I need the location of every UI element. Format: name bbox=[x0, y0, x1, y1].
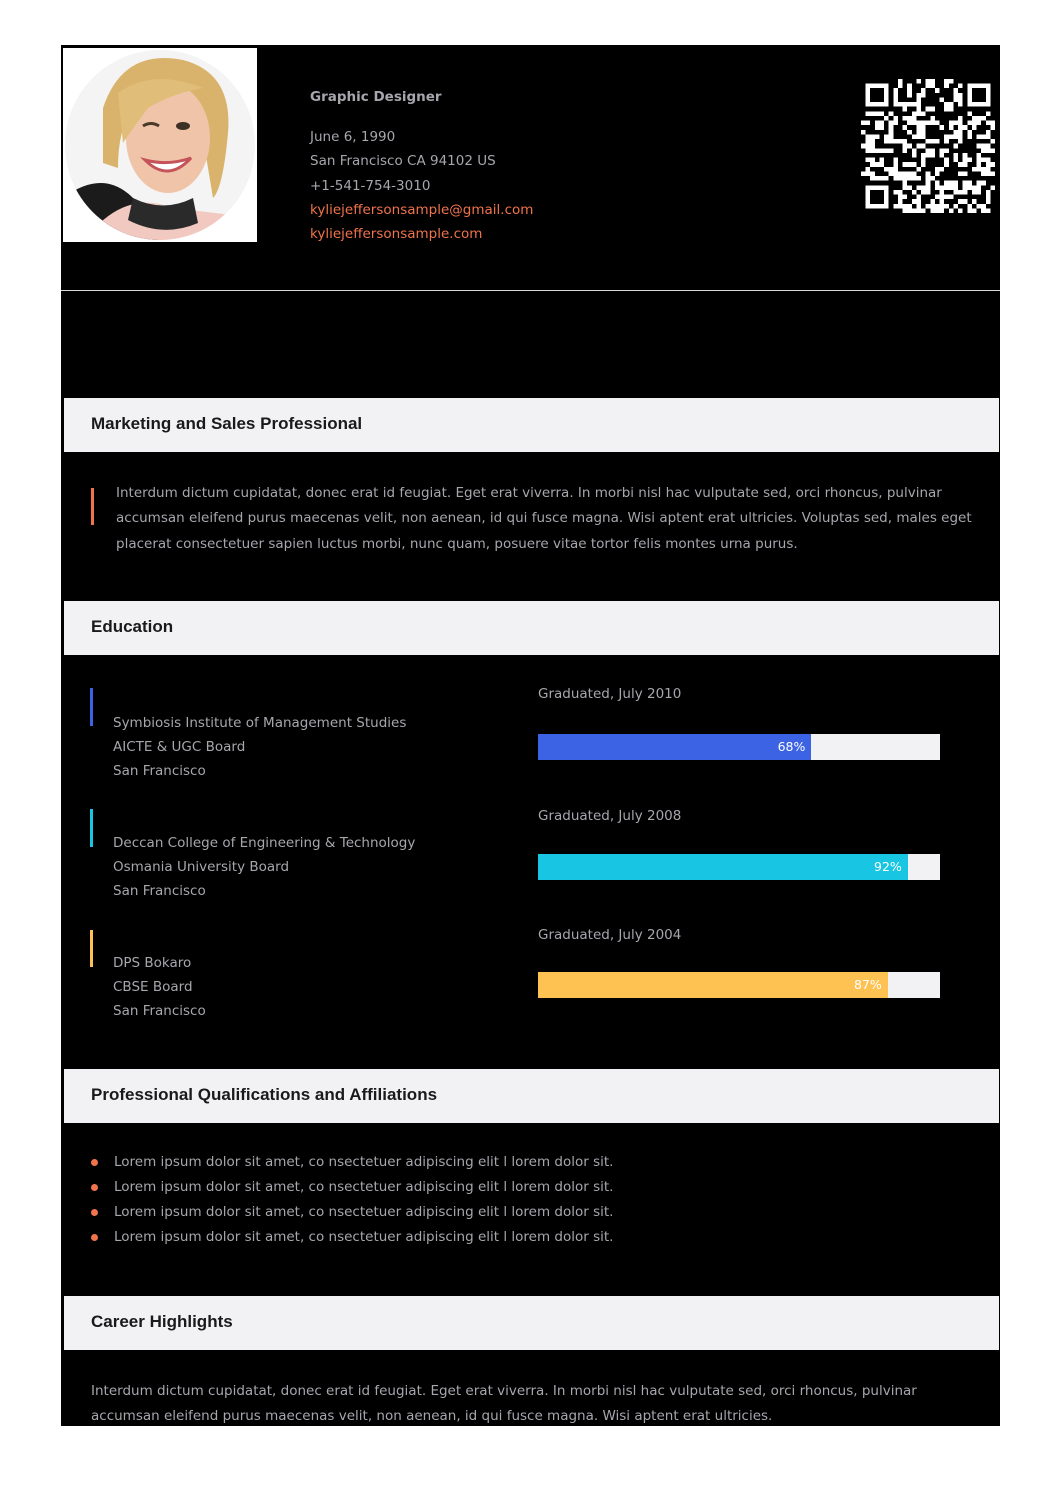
list-item bbox=[91, 1226, 613, 1251]
career-text: Interdum dictum cupidatat, donec erat id feugiat. Eget erat viverra. In morbi nisl hac vulputate sed, orci rhoncus, pulvinar accumsan eleifend purus maecenas velit, non aenean, id qui fusce magna. Wisi aptent erat ultricies. bbox=[91, 1383, 917, 1425]
grade-progress-bar bbox=[538, 734, 940, 760]
bullet-dot-icon bbox=[91, 1209, 98, 1216]
education-header bbox=[64, 601, 999, 655]
school-name: Symbiosis Institute of Management Studies bbox=[113, 715, 407, 731]
qualifications-list bbox=[91, 1151, 613, 1251]
address: San Francisco CA 94102 US bbox=[310, 153, 496, 170]
career-header bbox=[64, 1296, 999, 1350]
graduation-date: Graduated, July 2008 bbox=[538, 808, 682, 824]
list-item bbox=[91, 1201, 613, 1226]
education-heading: Education bbox=[91, 617, 174, 636]
list-item bbox=[91, 1176, 613, 1201]
grade-percent-label: 92% bbox=[874, 859, 902, 874]
header-divider bbox=[61, 290, 1000, 291]
list-item-text: Lorem ipsum dolor sit amet, co nsectetuer adipiscing elit l lorem dolor sit. bbox=[114, 1204, 614, 1220]
graduation-date: Graduated, July 2004 bbox=[538, 927, 682, 943]
bullet-dot-icon bbox=[91, 1159, 98, 1166]
summary-heading: Marketing and Sales Professional bbox=[91, 414, 363, 433]
summary-header bbox=[64, 398, 999, 452]
grade-progress-fill bbox=[538, 972, 888, 998]
graduation-date: Graduated, July 2010 bbox=[538, 686, 682, 702]
phone-number: +1-541-754-3010 bbox=[310, 177, 431, 194]
bullet-dot-icon bbox=[91, 1184, 98, 1191]
list-item-text: Lorem ipsum dolor sit amet, co nsectetuer adipiscing elit l lorem dolor sit. bbox=[114, 1179, 614, 1195]
school-name: Deccan College of Engineering & Technology bbox=[113, 835, 416, 851]
grade-progress-fill bbox=[538, 734, 811, 760]
grade-percent-label: 87% bbox=[853, 977, 882, 992]
school-board: Osmania University Board bbox=[113, 859, 290, 875]
list-item-text: Lorem ipsum dolor sit amet, co nsectetuer adipiscing elit l lorem dolor sit. bbox=[114, 1154, 614, 1170]
list-item-text: Lorem ipsum dolor sit amet, co nsectetuer adipiscing elit l lorem dolor sit. bbox=[114, 1229, 614, 1245]
list-item bbox=[91, 1151, 613, 1176]
summary-accent-bar bbox=[91, 488, 94, 525]
qr-code-image bbox=[861, 79, 995, 213]
school-name: DPS Bokaro bbox=[113, 955, 192, 971]
school-board: CBSE Board bbox=[113, 979, 193, 995]
grade-progress-fill bbox=[538, 854, 908, 880]
school-city: San Francisco bbox=[113, 1003, 206, 1019]
bullet-dot-icon bbox=[91, 1234, 98, 1241]
education-accent-bar bbox=[90, 809, 93, 847]
website-link[interactable]: kyliejeffersonsample.com bbox=[310, 226, 483, 243]
email-link[interactable]: kyliejeffersonsample@gmail.com bbox=[310, 201, 534, 218]
school-city: San Francisco bbox=[113, 883, 206, 899]
qualifications-heading: Professional Qualifications and Affiliations bbox=[91, 1085, 438, 1104]
job-title: Graphic Designer bbox=[310, 89, 442, 105]
career-heading: Career Highlights bbox=[91, 1312, 233, 1331]
education-item bbox=[113, 831, 415, 903]
education-accent-bar bbox=[90, 930, 93, 967]
education-accent-bar bbox=[90, 688, 93, 726]
qr-code bbox=[861, 79, 995, 213]
profile-photo-image bbox=[63, 48, 257, 242]
birth-date: June 6, 1990 bbox=[310, 129, 396, 145]
contact-block bbox=[310, 89, 533, 248]
qualifications-header bbox=[64, 1069, 999, 1123]
education-item bbox=[113, 711, 406, 783]
school-city: San Francisco bbox=[113, 763, 206, 779]
resume-page bbox=[61, 45, 1000, 1426]
grade-progress-bar bbox=[538, 854, 940, 880]
school-board: AICTE & UGC Board bbox=[113, 739, 246, 755]
profile-photo bbox=[63, 48, 257, 242]
education-item bbox=[113, 951, 206, 1023]
grade-progress-bar bbox=[538, 972, 940, 998]
grade-percent-label: 68% bbox=[777, 739, 806, 754]
summary-text: Interdum dictum cupidatat, donec erat id feugiat. Eget erat viverra. In morbi nisl hac vulputate sed, orci rhoncus, pulvinar accumsan eleifend purus maecenas velit, non aenean, id qui fusce magna. Wisi aptent erat ultricies. Voluptas sed, males eget placerat consectetuer sapien luctus morbi, nunc quam, posuere vitae tortor felis montes urna purus. bbox=[116, 485, 972, 552]
